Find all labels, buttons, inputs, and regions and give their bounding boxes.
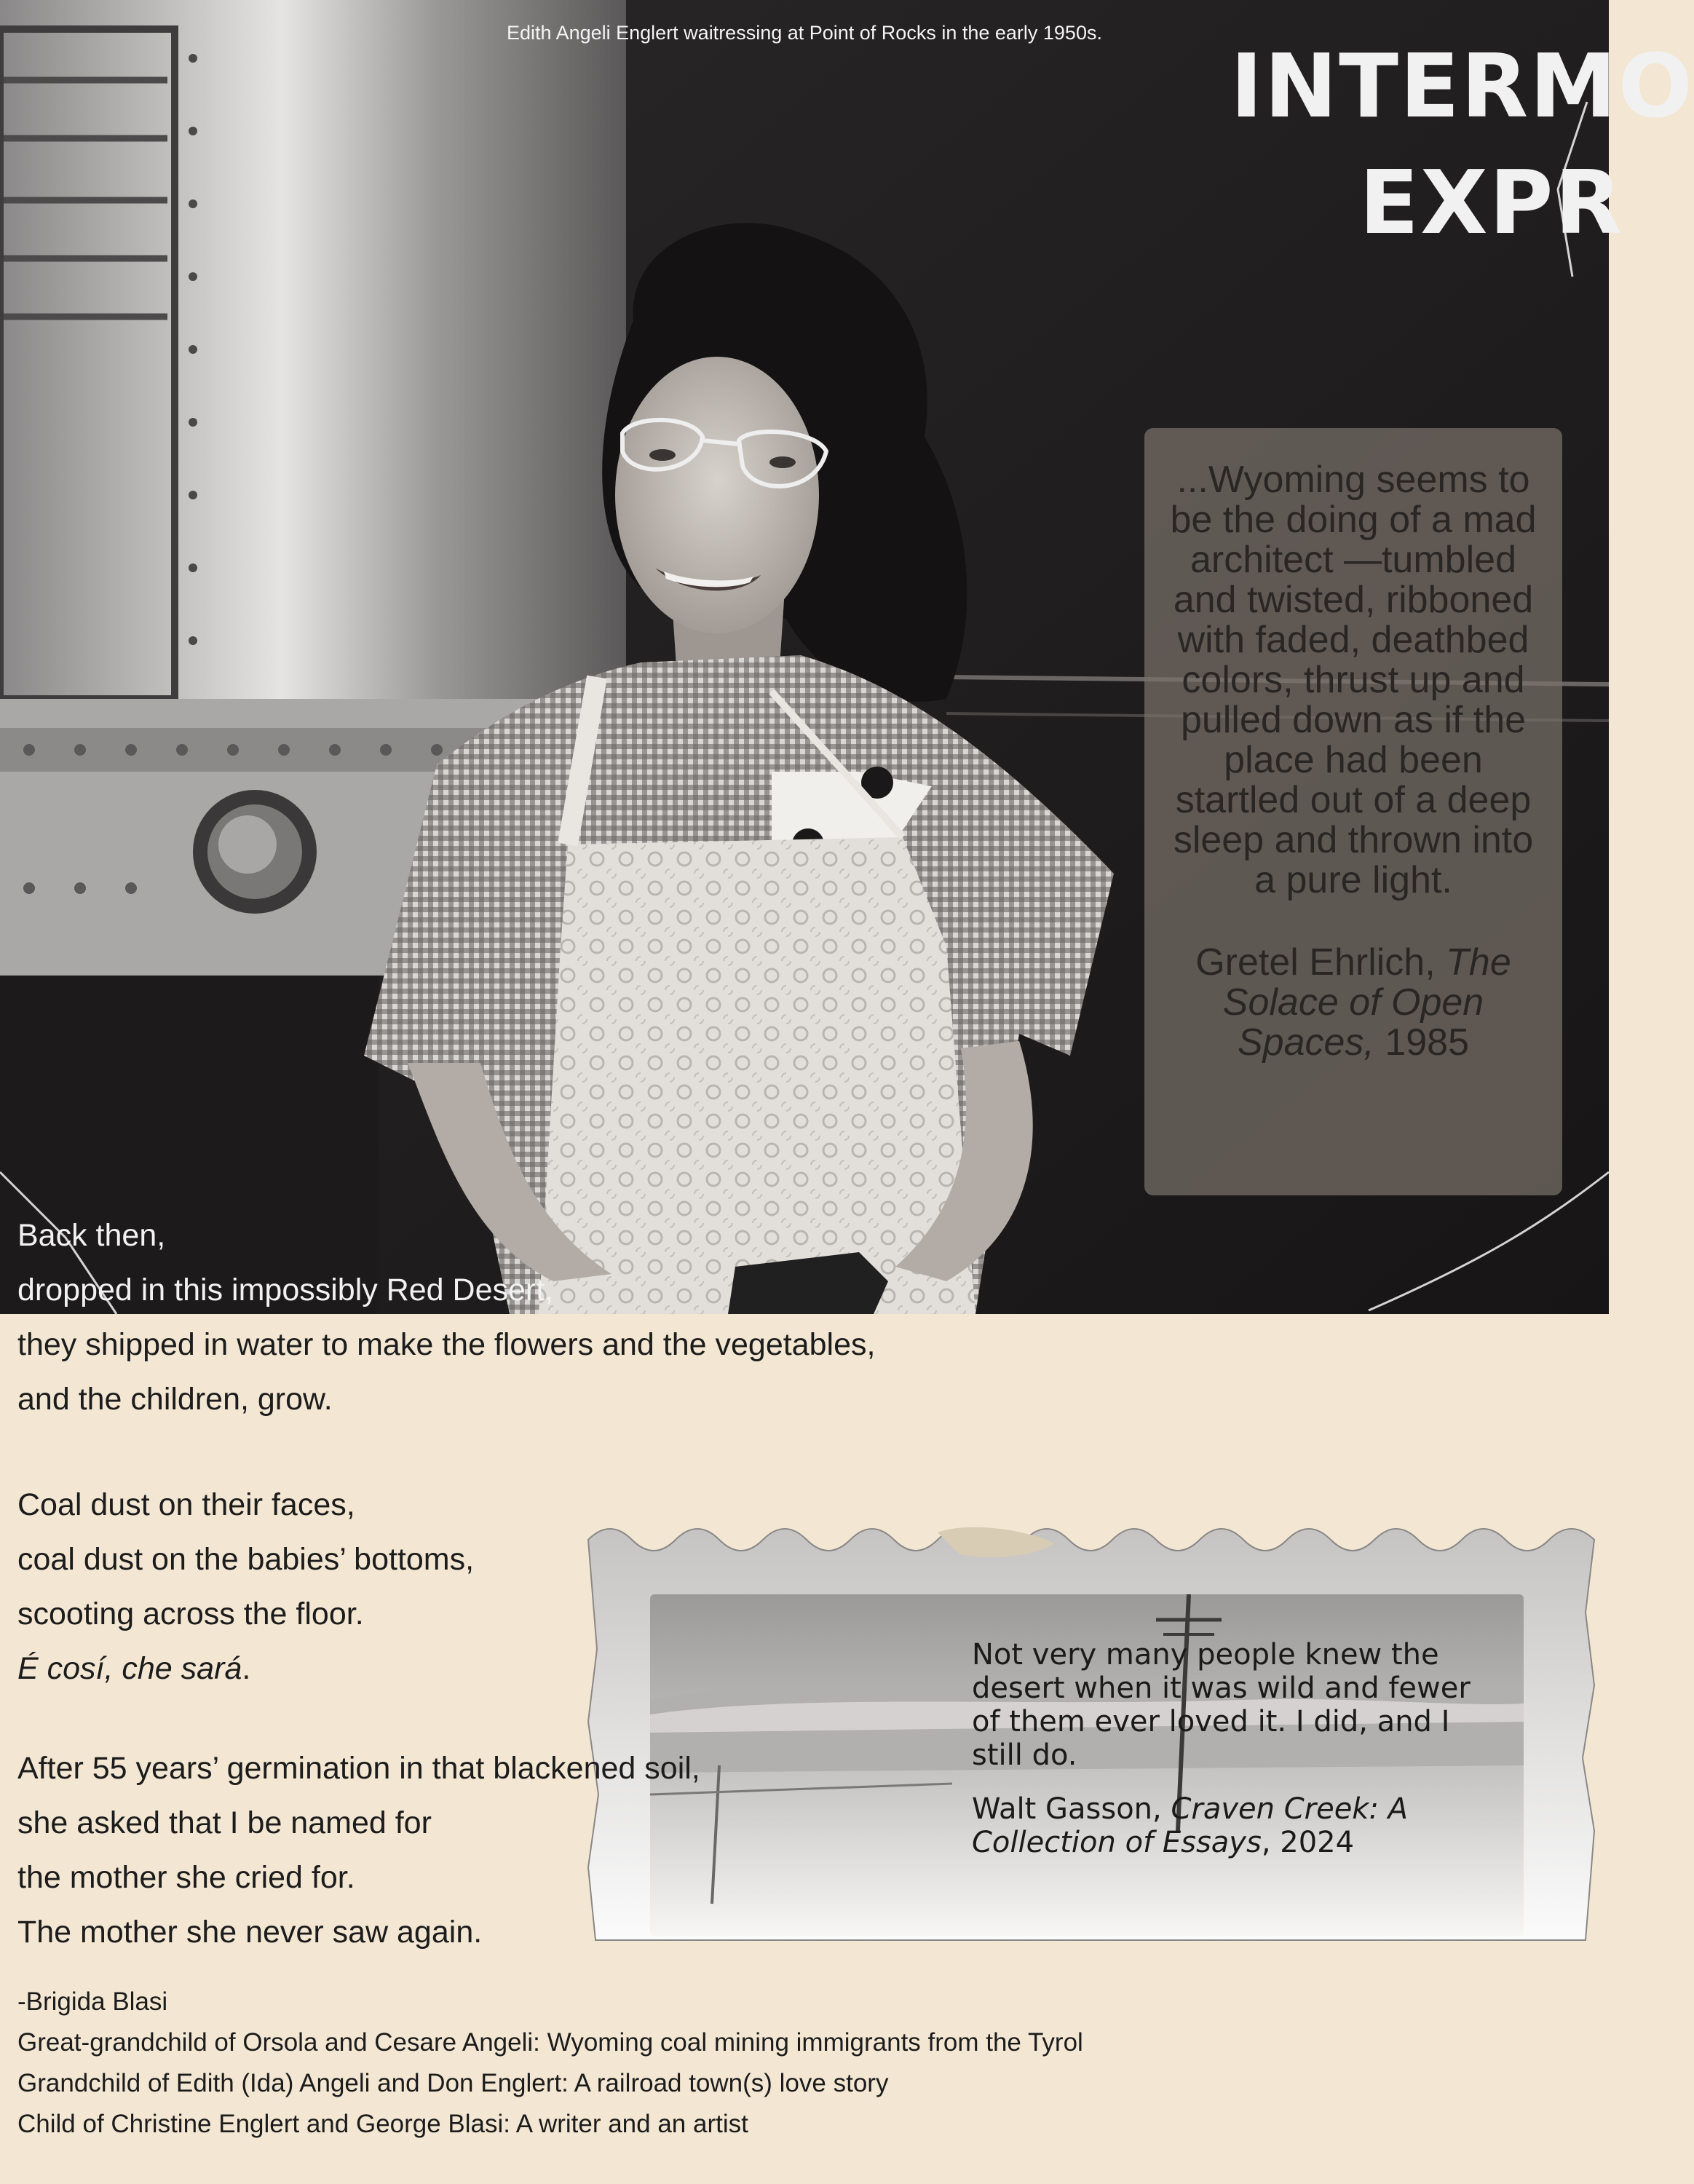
poem-line: they shipped in water to make the flowers and the vegetables, [17, 1327, 876, 1362]
gasson-year: , 2024 [1261, 1826, 1355, 1859]
italian-phrase: É cosí, che sará [17, 1651, 242, 1686]
poem-line: The mother she never saw again. [17, 1915, 483, 1950]
ehrlich-work-title: The Solace of Open Spaces, [1222, 941, 1511, 1064]
poem-line: and the children, grow. [17, 1382, 333, 1417]
ehrlich-quote-attribution [1163, 943, 1543, 1063]
ehrlich-quote-text: ...Wyoming seems to be the doing of a mad architect —tumbled and twisted, ribboned with faded, deathbed colors, thrust up and pulled down as if the place had been startled out of a deep sleep and thrown into a pure light. [1170, 459, 1537, 901]
lineage-line: Child of Christine Englert and George Blasi: A writer and an artist [17, 2110, 748, 2138]
gasson-quote-attribution [972, 1792, 1481, 1859]
poem-line: scooting across the floor. [17, 1597, 364, 1631]
poem-stanza-2 [17, 1478, 474, 1696]
ehrlich-quote-box [1144, 428, 1562, 1195]
gasson-author: Walt Gasson, [972, 1792, 1162, 1826]
poem-line-italian [17, 1642, 474, 1696]
sign-line-1: INTERMO [1230, 36, 1694, 138]
poem-line: the mother she cried for. [17, 1860, 355, 1895]
ehrlich-year: 1985 [1385, 1021, 1470, 1064]
poem-line: dropped in this impossibly Red Desert, [17, 1273, 554, 1307]
gasson-work-title: Craven Creek: A Collection of Essays [972, 1792, 1409, 1859]
sign-line-2: EXPR [1359, 153, 1623, 254]
train-car-lettering [1230, 36, 1694, 254]
author-signature [17, 1982, 1083, 2145]
poem-line: she asked that I be named for [17, 1805, 432, 1840]
italian-phrase-period: . [242, 1651, 251, 1686]
gasson-quote-text: Not very many people knew the desert when it was wild and fewer of them ever loved it. I did, and I still do. [972, 1638, 1471, 1772]
poem-line: Back then, [17, 1218, 166, 1253]
poem-stanza-3 [17, 1741, 700, 1960]
poem-line: After 55 years’ germination in that blackened soil, [17, 1751, 700, 1786]
poem-line: coal dust on the babies’ bottoms, [17, 1542, 475, 1577]
lineage-line: Great-grandchild of Orsola and Cesare Angeli: Wyoming coal mining immigrants from the Tyrol [17, 2028, 1083, 2057]
author-name: -Brigida Blasi [17, 1987, 168, 2016]
lineage-line: Grandchild of Edith (Ida) Angeli and Don Englert: A railroad town(s) love story [17, 2069, 889, 2097]
poem-line: Coal dust on their faces, [17, 1487, 355, 1522]
poem-opening-lines [17, 1208, 553, 1318]
poem-stanza-1 [17, 1318, 875, 1427]
ehrlich-author: Gretel Ehrlich, [1195, 941, 1436, 984]
gasson-quote [972, 1638, 1481, 1859]
photo-caption: Edith Angeli Englert waitressing at Point of Rocks in the early 1950s. [507, 22, 1102, 44]
